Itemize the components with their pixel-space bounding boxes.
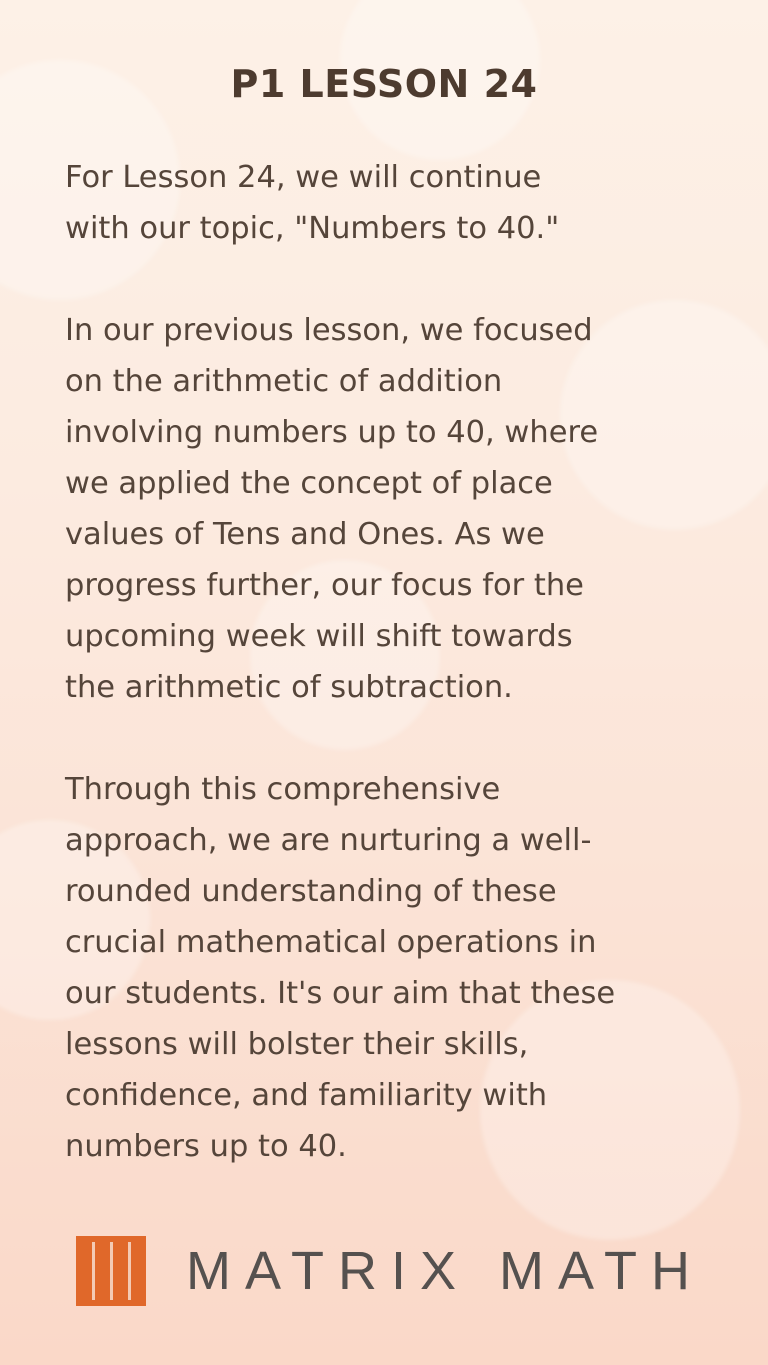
matrix-math-logo [76,1236,704,1306]
paragraph-previous-lesson: In our previous lesson, we focused on the arithmetic of addition involving numbers up to 40, where we applied the concept of place values of Tens and Ones. As we progress further, our focus for the upcoming week will shift towards the arithmetic of subtraction. [65,313,599,705]
page-title: P1 LESSON 24 [230,62,538,106]
lesson-description [65,152,725,1223]
paragraph-intro: For Lesson 24, we will continue with our topic, "Numbers to 40." [65,160,560,246]
paragraph-approach: Through this comprehensive approach, we are nurturing a well- rounded understanding of these crucial mathematical operations in our students. It's our aim that these lessons will bolster their skills, confidence, and familiarity with numbers up to 40. [65,772,616,1164]
logo-text: MATRIX MATH [186,1241,704,1301]
logo-mark-icon [76,1236,146,1306]
